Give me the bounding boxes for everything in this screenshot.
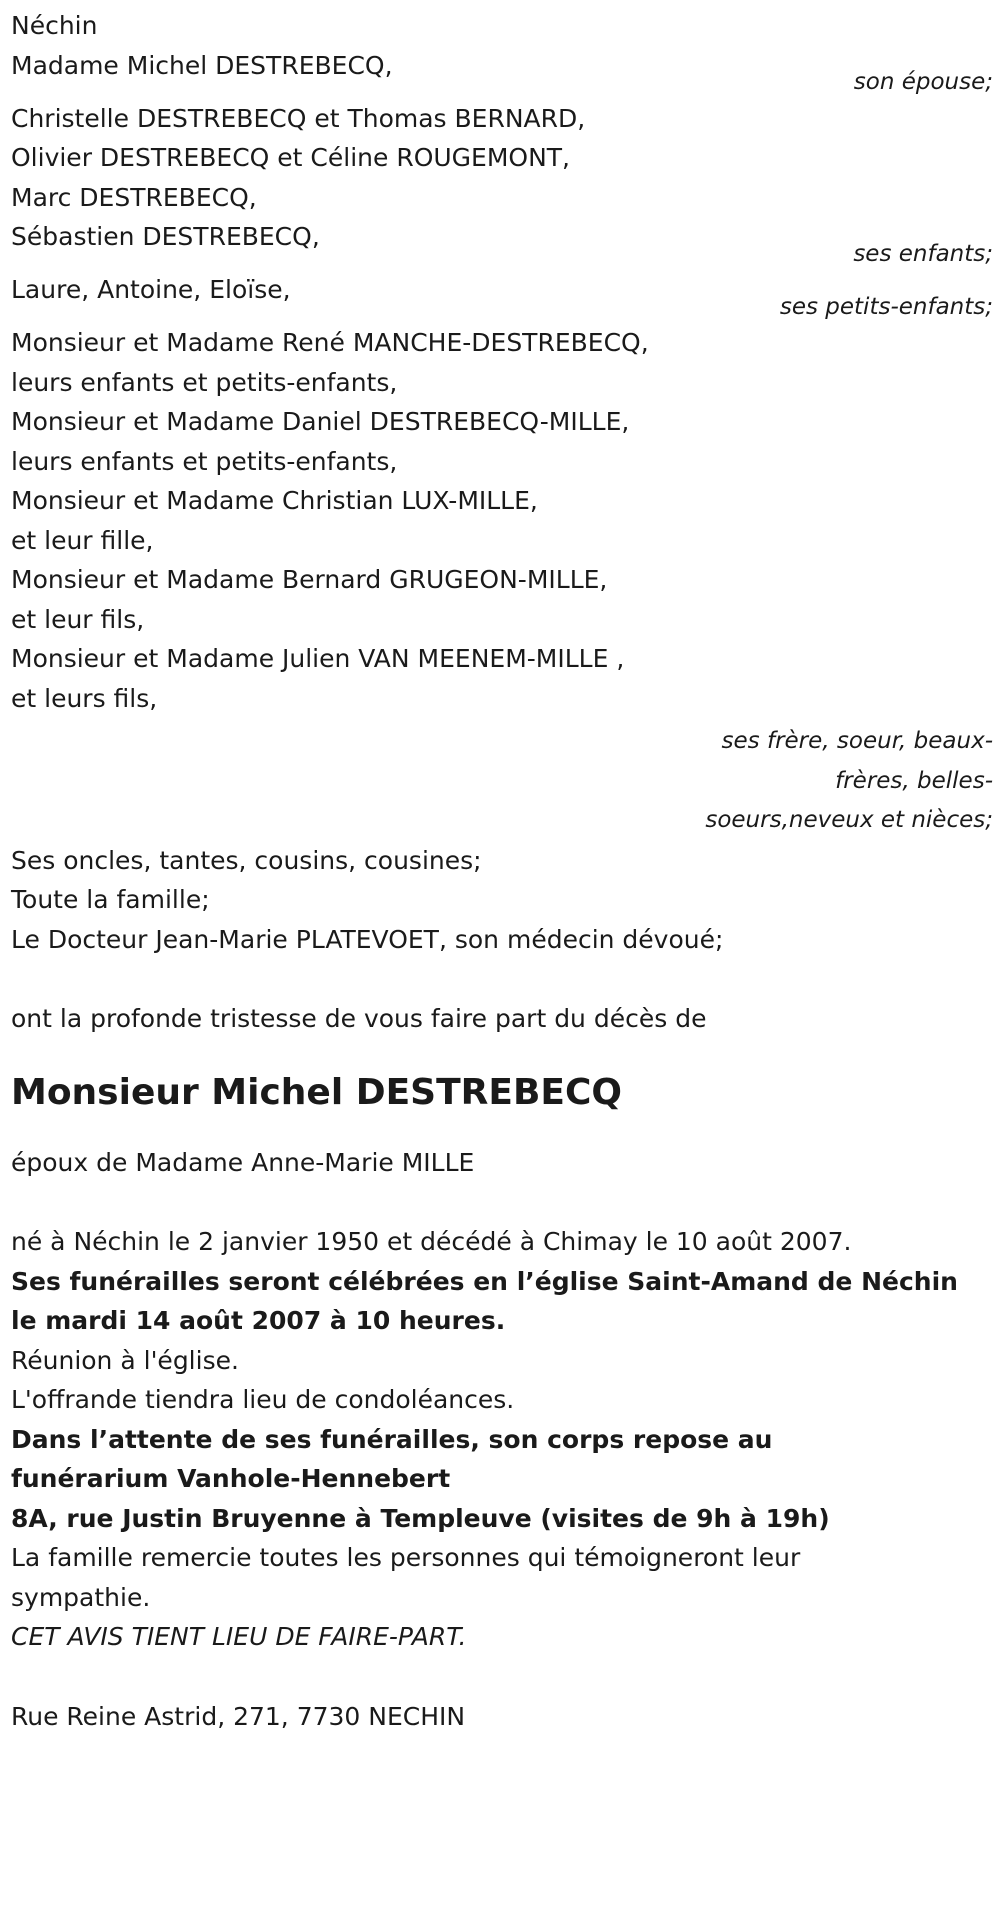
notice: CET AVIS TIENT LIEU DE FAIRE-PART. <box>11 1622 467 1651</box>
funerarium-address: 8A, rue Justin Bruyenne à Templeuve (visites de 9h à 19h) <box>11 1503 830 1533</box>
other-relatives-3: Le Docteur Jean-Marie PLATEVOET, son médecin dévoué; <box>11 924 724 954</box>
sibling-line-9: Monsieur et Madame Julien VAN MEENEM-MILLE , <box>11 644 625 673</box>
funeral-offering: L'offrande tiendra lieu de condoléances. <box>11 1385 515 1414</box>
funeral-line-2: le mardi 14 août 2007 à 10 heures. <box>11 1306 506 1335</box>
funeral-meeting: Réunion à l'église. <box>11 1345 239 1375</box>
birth-death: né à Néchin le 2 janvier 1950 et décédé à Chimay le 10 août 2007. <box>11 1227 852 1256</box>
funeral-line-1: Ses funérailles seront célébrées en l’église Saint-Amand de Néchin <box>11 1266 958 1296</box>
husband-of: époux de Madame Anne-Marie MILLE <box>11 1147 475 1177</box>
other-relatives-1: Ses oncles, tantes, cousins, cousines; <box>11 845 482 875</box>
obituary-notice <box>11 0 993 1736</box>
child-1: Christelle DESTREBECQ et Thomas BERNARD, <box>11 103 586 133</box>
sibling-line-1: Monsieur et Madame René MANCHE-DESTREBECQ, <box>11 328 649 357</box>
home-address: Rue Reine Astrid, 271, 7730 NECHIN <box>11 1701 466 1731</box>
grandchildren-names: Laure, Antoine, Eloïse, <box>11 275 291 304</box>
sibling-line-7: Monsieur et Madame Bernard GRUGEON-MILLE, <box>11 565 608 594</box>
place: Néchin <box>11 11 98 40</box>
children-role: ses enfants; <box>853 240 993 267</box>
sibling-line-8: et leur fils, <box>11 604 145 634</box>
family-thanks: La famille remercie toutes les personnes qui témoigneront leur sympathie. <box>11 1543 801 1612</box>
other-relatives-2: Toute la famille; <box>11 885 210 914</box>
siblings-role: ses frère, soeur, beaux-frères, belles-soeurs,neveux et nièces; <box>705 728 993 833</box>
sibling-line-10: et leurs fils, <box>11 683 158 713</box>
funerarium: Dans l’attente de ses funérailles, son corps repose au funérarium Vanhole-Hennebert <box>11 1424 773 1493</box>
child-3: Marc DESTREBECQ, <box>11 182 257 212</box>
grandchildren-role: ses petits-enfants; <box>779 293 993 320</box>
spouse-role: son épouse; <box>853 69 993 95</box>
spouse-name: Madame Michel DESTREBECQ, <box>11 50 393 80</box>
deceased-name: Monsieur Michel DESTREBECQ <box>11 1071 623 1113</box>
sibling-line-4: leurs enfants et petits-enfants, <box>11 446 398 476</box>
sibling-line-3: Monsieur et Madame Daniel DESTREBECQ-MILLE, <box>11 407 630 436</box>
child-2: Olivier DESTREBECQ et Céline ROUGEMONT, <box>11 143 571 172</box>
announcement: ont la profonde tristesse de vous faire part du décès de <box>11 1004 707 1033</box>
sibling-line-2: leurs enfants et petits-enfants, <box>11 367 398 397</box>
sibling-line-5: Monsieur et Madame Christian LUX-MILLE, <box>11 486 538 515</box>
child-4: Sébastien DESTREBECQ, <box>11 222 320 251</box>
sibling-line-6: et leur fille, <box>11 525 154 555</box>
